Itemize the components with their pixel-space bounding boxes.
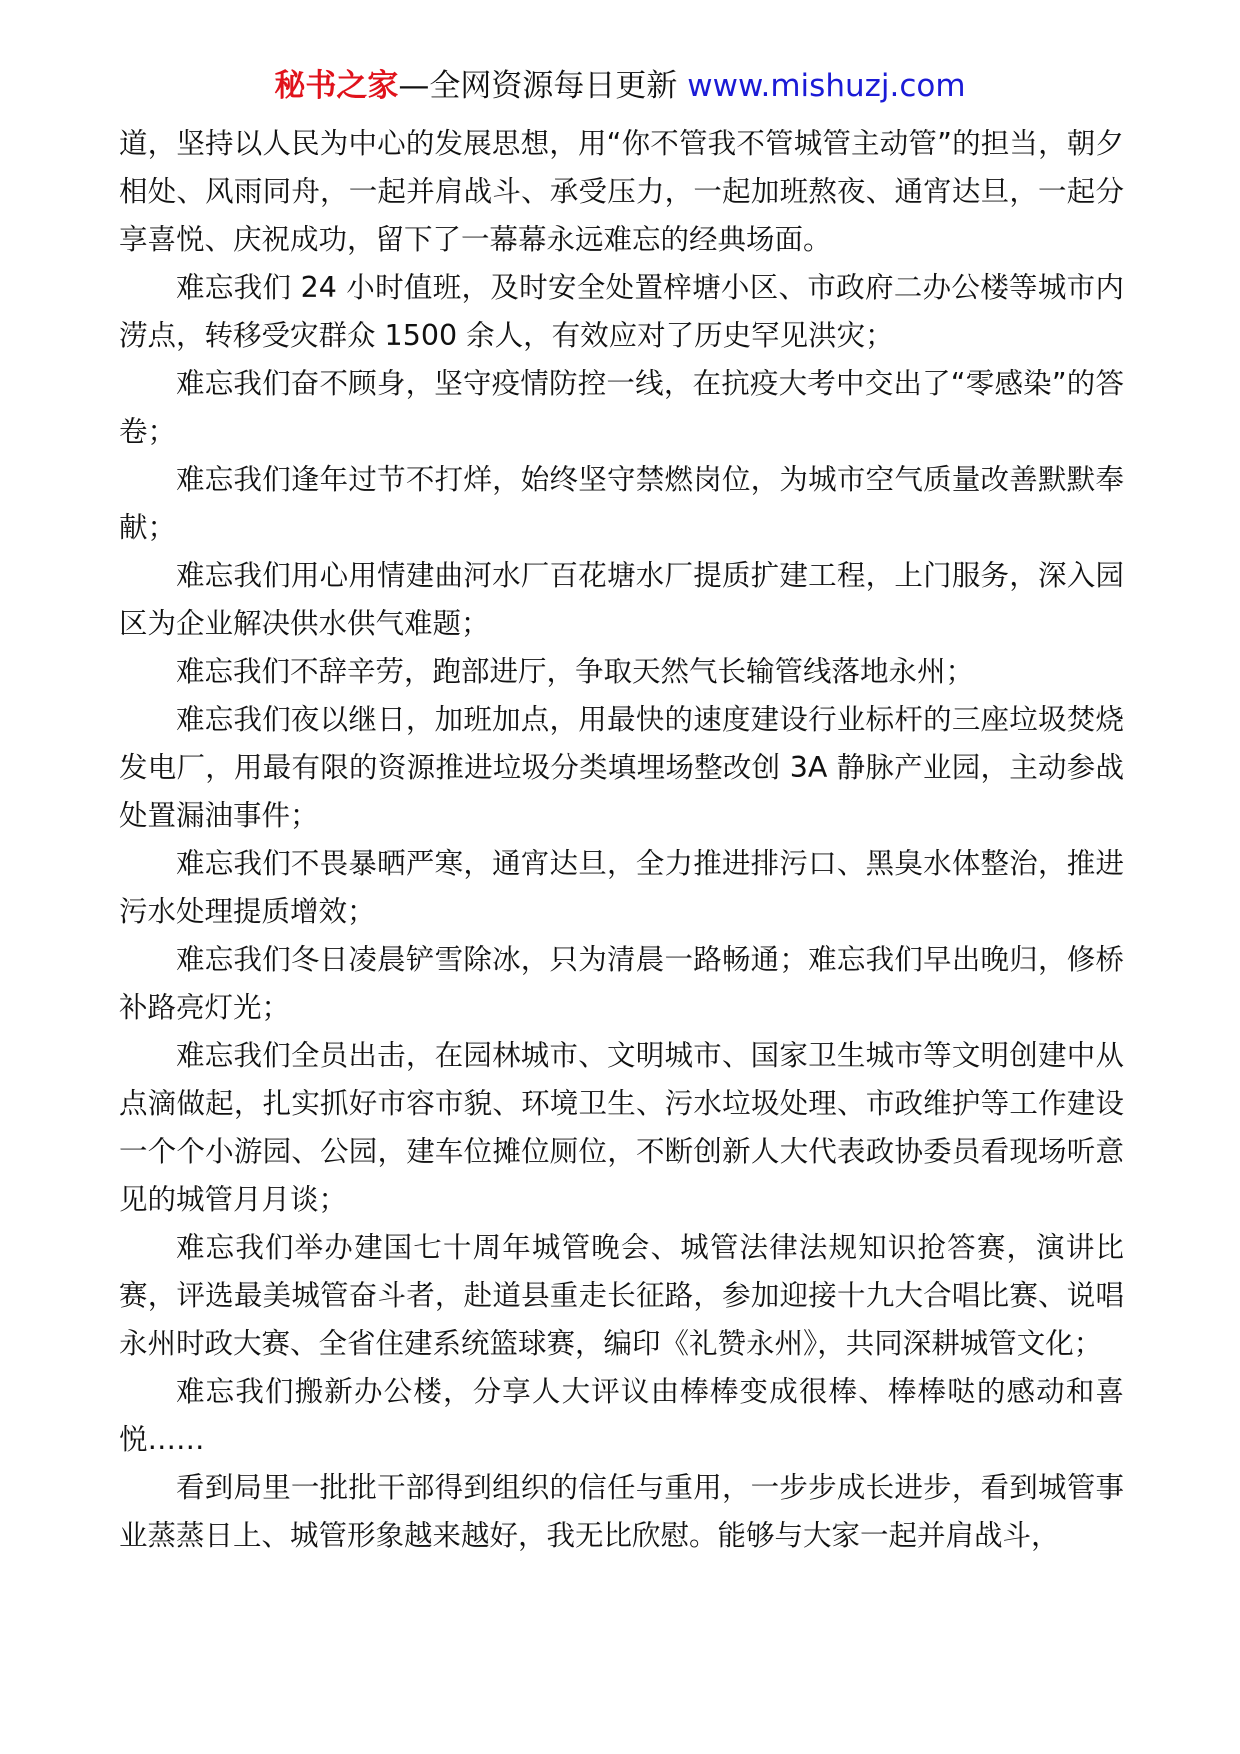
paragraph-11: 难忘我们举办建国七十周年城管晚会、城管法律法规知识抢答赛，演讲比赛，评选最美城管奋斗者，赴道县重走长征路，参加迎接十九大合唱比赛、说唱永州时政大赛、全省住建系统篮球赛，编印《礼赞永州》，共同深耕城管文化； <box>119 1231 1124 1360</box>
paragraph-5: 难忘我们用心用情建曲河水厂百花塘水厂提质扩建工程，上门服务，深入园区为企业解决供水供气难题； <box>119 559 1124 640</box>
site-brand: 秘书之家 <box>274 68 399 104</box>
paragraph-12: 难忘我们搬新办公楼，分享人大评议由棒棒变成很棒、棒棒哒的感动和喜悦…… <box>119 1375 1124 1456</box>
paragraph-2: 难忘我们 24 小时值班，及时安全处置梓塘小区、市政府二办公楼等城市内涝点，转移受灾群众 1500 余人，有效应对了历史罕见洪灾； <box>119 271 1124 352</box>
paragraph-1: 道，坚持以人民为中心的发展思想，用“你不管我不管城管主动管”的担当，朝夕相处、风雨同舟，一起并肩战斗、承受压力，一起加班熬夜、通宵达旦，一起分享喜悦、庆祝成功，留下了一幕幕永远难忘的经典场面。 <box>119 127 1124 256</box>
paragraph-8: 难忘我们不畏暴晒严寒，通宵达旦，全力推进排污口、黑臭水体整治，推进污水处理提质增效； <box>119 847 1124 928</box>
site-url-link[interactable]: www.mishuzj.com <box>687 68 966 104</box>
paragraph-9: 难忘我们冬日凌晨铲雪除冰，只为清晨一路畅通；难忘我们早出晚归，修桥补路亮灯光； <box>119 943 1124 1024</box>
paragraph-4: 难忘我们逢年过节不打烊，始终坚守禁燃岗位，为城市空气质量改善默默奉献； <box>119 463 1124 544</box>
paragraph-7: 难忘我们夜以继日，加班加点，用最快的速度建设行业标杆的三座垃圾焚烧发电厂，用最有限的资源推进垃圾分类填埋场整改创 3A 静脉产业园，主动参战处置漏油事件； <box>119 703 1124 832</box>
document-body <box>119 120 1124 1560</box>
paragraph-13: 看到局里一批批干部得到组织的信任与重用，一步步成长进步，看到城管事业蒸蒸日上、城管形象越来越好，我无比欣慰。能够与大家一起并肩战斗， <box>119 1471 1124 1552</box>
paragraph-6: 难忘我们不辞辛劳，跑部进厅，争取天然气长输管线落地永州； <box>176 655 975 688</box>
site-header <box>0 66 1240 106</box>
paragraph-3: 难忘我们奋不顾身，坚守疫情防控一线，在抗疫大考中交出了“零感染”的答卷； <box>119 367 1124 448</box>
paragraph-10: 难忘我们全员出击，在园林城市、文明城市、国家卫生城市等文明创建中从点滴做起，扎实抓好市容市貌、环境卫生、污水垃圾处理、市政维护等工作建设一个个小游园、公园，建车位摊位厕位，不断创新人大代表政协委员看现场听意见的城管月月谈； <box>119 1039 1124 1216</box>
site-slogan: —全网资源每日更新 <box>398 68 688 104</box>
